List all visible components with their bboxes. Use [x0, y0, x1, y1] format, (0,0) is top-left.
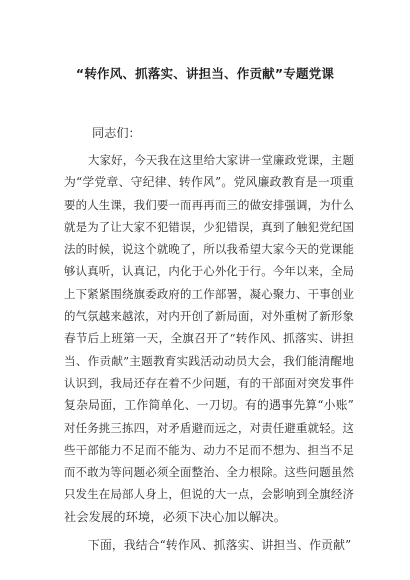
text-line: 当、作贡献”主题教育实践活动动员大会，我们能清醒地	[64, 353, 354, 368]
text-line: 就是为了让大家不犯错误，少犯错误，真到了触犯党纪国	[64, 219, 354, 234]
text-line: 复杂局面，工作简单化、一刀切。有的遇事先算“小账”	[64, 398, 354, 413]
text-line: 为“学党章、守纪律、转作风”。党风廉政教育是一项重	[64, 175, 354, 190]
text-line: 对任务挑三拣四，对矛盾避而远之，对责任避重就轻。这	[64, 420, 354, 435]
text-line: 下面，我结合“转作风、抓落实、讲担当、作贡献”	[88, 538, 352, 552]
text-line: 春节后上班第一天，全旗召开了“转作风、抓落实、讲担	[64, 331, 354, 346]
text-line: 法的时候，说这个就晚了，所以我希望大家今天的党课能	[64, 242, 354, 257]
paragraph-1	[64, 149, 354, 528]
text-line: 认识到，我局还存在着不少问题，有的干部面对突发事件	[64, 375, 354, 390]
text-line: 的气氛越来越浓，对内开创了新局面，对外重树了新形象	[64, 309, 354, 324]
text-line: 上下紧紧围绕旗委政府的工作部署，凝心聚力、干事创业	[64, 286, 354, 301]
text-line: 大家好，今天我在这里给大家讲一堂廉政党课，主题	[88, 153, 354, 167]
text-line: 社会发展的环境，必须下决心加以解决。	[64, 509, 287, 524]
text-line: 要的人生课，我们要一而再再而三的做安排强调，为什么	[64, 197, 354, 212]
salutation: 同志们：	[92, 126, 141, 140]
paragraph-2	[64, 534, 354, 556]
text-line: 而不敢为等问题必须全面整治、全力根除。这些问题虽然	[64, 465, 354, 480]
text-line: 只发生在局部人身上，但说的大一点，会影响到全旗经济	[64, 487, 354, 502]
text-line: 够认真听，认真记，内化于心外化于行。今年以来，全局	[64, 264, 354, 279]
text-line: 些干部能力不足而不能为、动力不足而不想为、担当不足	[64, 442, 354, 457]
document-title: “转作风、抓落实、讲担当、作贡献”专题党课	[75, 66, 335, 81]
